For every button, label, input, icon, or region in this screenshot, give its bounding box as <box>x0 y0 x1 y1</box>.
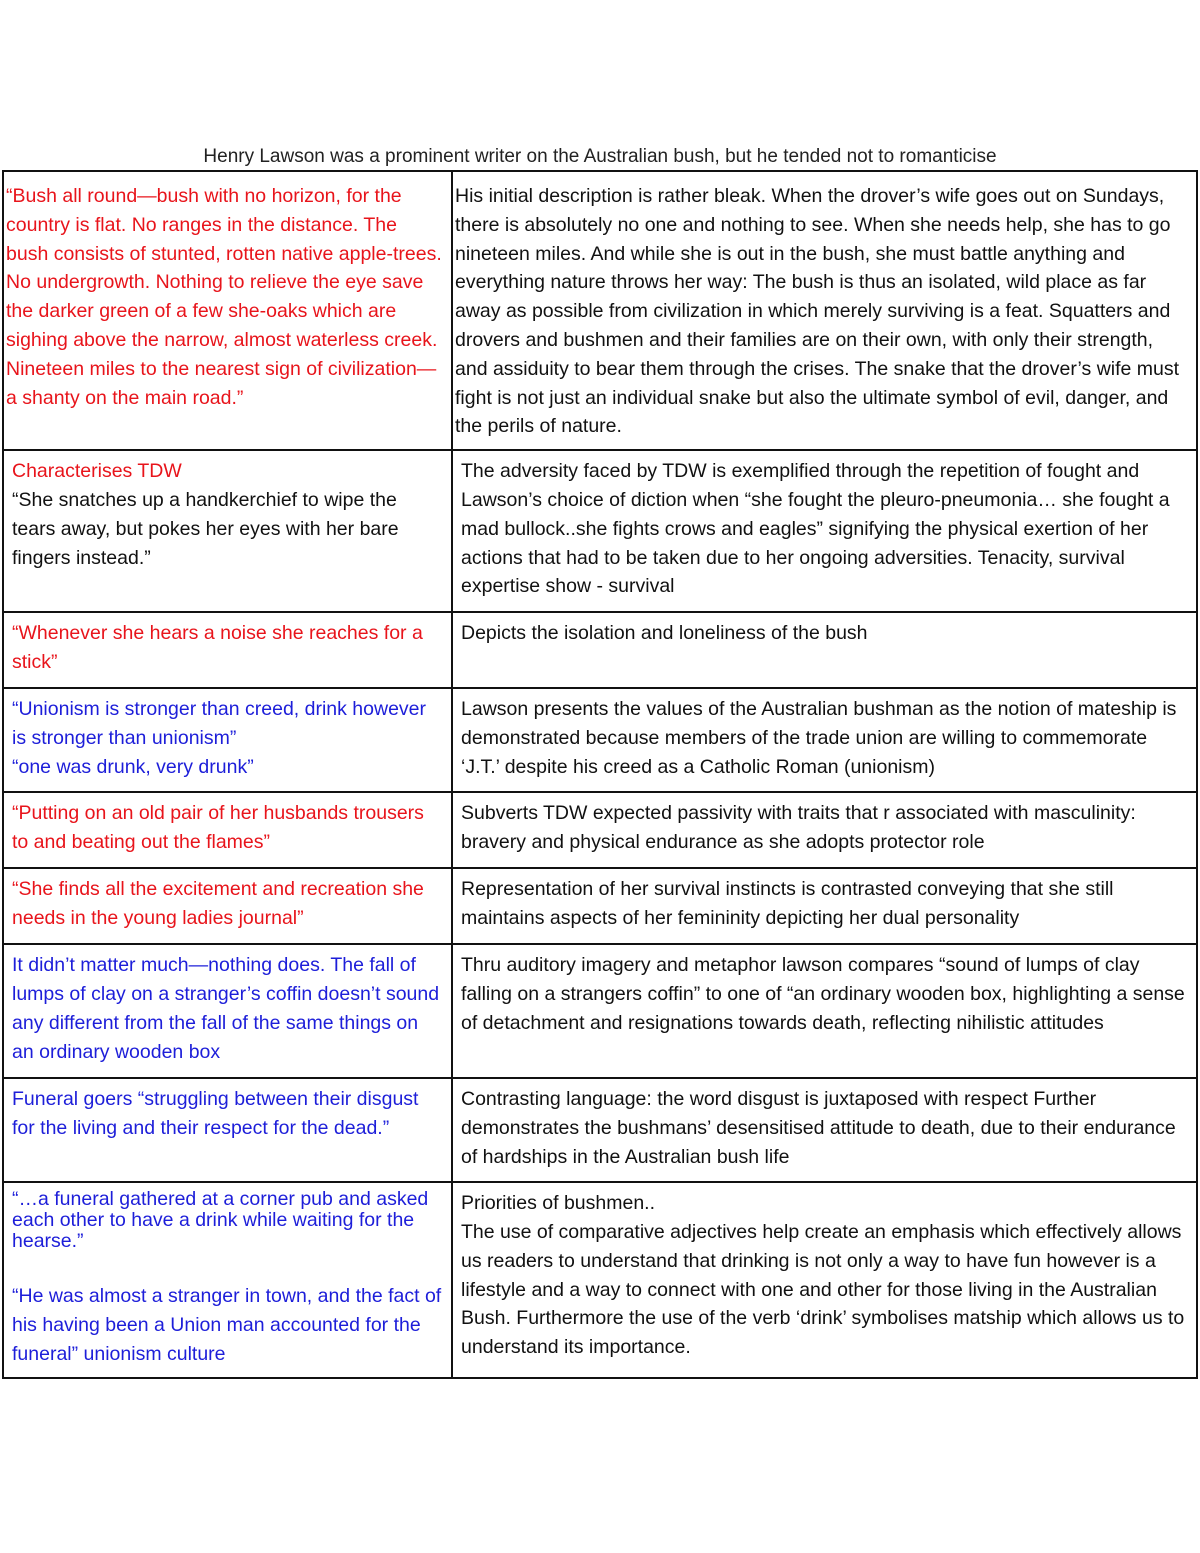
quote-cell <box>3 868 452 944</box>
analysis-text: Depicts the isolation and loneliness of the bush <box>461 622 868 645</box>
quote-cell <box>3 792 452 868</box>
quote-cell <box>3 688 452 792</box>
analysis-text: Lawson presents the values of the Australian bushman as the notion of mateship is demonstrated because members of the trade union are willing to commemorate ‘J.T.’ despite his creed as a Catholic Roman (unionism) <box>461 698 1177 778</box>
quote-text: “Putting on an old pair of her husbands trousers to and beating out the flames” <box>12 802 424 853</box>
table-row <box>3 1182 1197 1377</box>
analysis-cell <box>452 1078 1197 1182</box>
table-row <box>3 1078 1197 1182</box>
quote-cell <box>3 1078 452 1182</box>
analysis-text: The adversity faced by TDW is exemplified through the repetition of fought and Lawson’s choice of diction when “she fought the pleuro-pneumonia… she fought a mad bullock..she fights crows and eagles” signifying the physical exertion of her actions that had to be taken due to her ongoing adversities. Tenacity, survival expertise show - survival <box>461 460 1170 598</box>
analysis-text: Representation of her survival instincts is contrasted conveying that she still maintains aspects of her femininity depicting her dual personality <box>461 878 1114 929</box>
quote-cell <box>3 171 452 450</box>
analysis-cell <box>452 868 1197 944</box>
quote-extra-text: “one was drunk, very drunk” <box>12 755 254 778</box>
quote-cell <box>3 450 452 612</box>
analysis-text: Subverts TDW expected passivity with traits that r associated with masculinity: bravery and physical endurance as she adopts protector role <box>461 802 1136 853</box>
analysis-table <box>2 170 1198 1379</box>
analysis-cell <box>452 688 1197 792</box>
quote-text: “Unionism is stronger than creed, drink however is stronger than unionism” <box>12 698 427 749</box>
quote-text: “Bush all round—bush with no horizon, for the country is flat. No ranges in the distance. The bush consists of stunted, rotten native apple-trees. No undergrowth. Nothing to relieve the eye save the darker green of a few she-oaks which are sighing above the narrow, almost waterless creek. Nineteen miles to the nearest sign of civilization—a shanty on the main road.” <box>6 185 442 409</box>
analysis-cell <box>452 450 1197 612</box>
quote-text: It didn’t matter much—nothing does. The fall of lumps of clay on a stranger’s coffin doesn’t sound any different from the fall of the same things on an ordinary wooden box <box>12 954 440 1063</box>
analysis-cell <box>452 944 1197 1078</box>
analysis-text: Thru auditory imagery and metaphor lawson compares “sound of lumps of clay falling on a strangers coffin” to one of “an ordinary wooden box, highlighting a sense of detachment and resignations towards death, reflecting nihilistic attitudes <box>461 954 1185 1034</box>
table-row <box>3 944 1197 1078</box>
analysis-cell <box>452 612 1197 688</box>
quote-text: “She snatches up a handkerchief to wipe the tears away, but pokes her eyes with her bare fingers instead.” <box>12 488 399 569</box>
quote-cell <box>3 612 452 688</box>
analysis-heading: Priorities of bushmen.. <box>461 1192 656 1215</box>
analysis-cell <box>452 171 1197 450</box>
table-row <box>3 171 1197 450</box>
table-row <box>3 868 1197 944</box>
table-row <box>3 792 1197 868</box>
table-row <box>3 612 1197 688</box>
quote-cell <box>3 1182 452 1377</box>
spacer <box>12 1252 443 1282</box>
table-row <box>3 450 1197 612</box>
page-title: Henry Lawson was a prominent writer on the Australian bush, but he tended not to romanticise <box>203 146 997 167</box>
quote-extra-text: “He was almost a stranger in town, and the fact of his having been a Union man accounted for the funeral” unionism culture <box>12 1285 442 1365</box>
analysis-cell <box>452 792 1197 868</box>
analysis-text: The use of comparative adjectives help create an emphasis which effectively allows us readers to understand that drinking is not only a way to have fun however is a lifestyle and a way to connect with one and other for those living in the Australian Bush. Furthermore the use of the verb ‘drink’ symbolises matship which allows us to understand its importance. <box>461 1220 1185 1359</box>
analysis-text: His initial description is rather bleak. When the drover’s wife goes out on Sundays, there is absolutely no one and nothing to see. When she needs help, she has to go nineteen miles. And while she is out in the bush, she must battle anything and everything nature throws her way: The bush is thus an isolated, wild place as far away as possible from civilization in which merely surviving is a feat. Squatters and drovers and bushmen and their families are on their own, with only their strength, and assiduity to bear them through the crises. The snake that the drover’s wife must fight is not just an individual snake but also the ultimate symbol of evil, danger, and the perils of nature. <box>455 185 1180 438</box>
quote-text: “…a funeral gathered at a corner pub and asked each other to have a drink while waiting for the hearse.” <box>12 1188 429 1253</box>
quote-text: “Whenever she hears a noise she reaches for a stick” <box>12 622 423 673</box>
analysis-text: Contrasting language: the word disgust is juxtaposed with respect Further demonstrates the bushmans’ desensitised attitude to death, due to their endurance of hardships in the Australian bush life <box>461 1088 1176 1168</box>
quote-cell <box>3 944 452 1078</box>
quote-text: “She finds all the excitement and recreation she needs in the young ladies journal” <box>12 878 424 929</box>
table-row <box>3 688 1197 792</box>
quote-text: Funeral goers “struggling between their disgust for the living and their respect for the dead.” <box>12 1088 419 1139</box>
analysis-cell <box>452 1182 1197 1377</box>
quote-heading: Characterises TDW <box>12 460 182 483</box>
